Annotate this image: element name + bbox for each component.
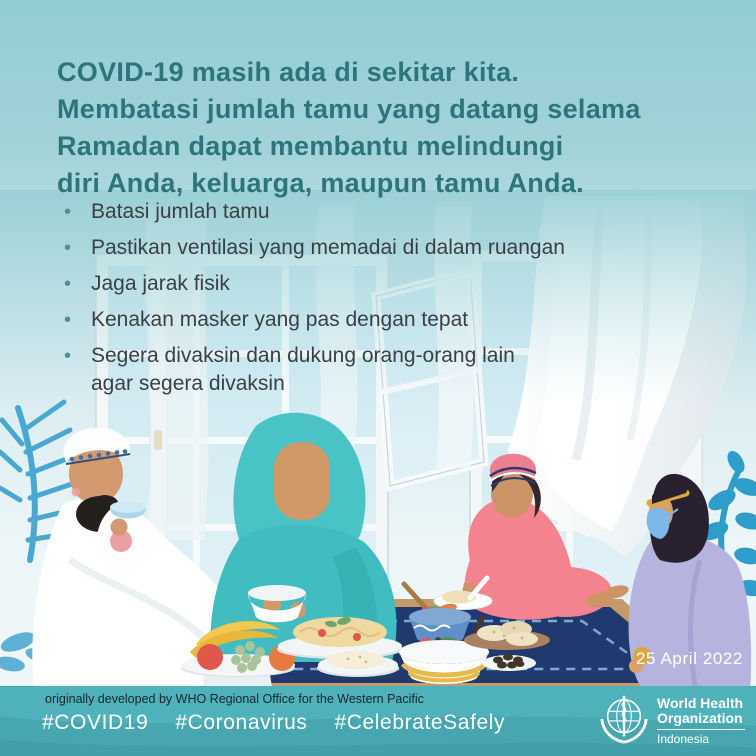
list-item (64, 306, 565, 334)
hashtag-coronavirus: #Coronavirus (175, 711, 308, 734)
list-item (64, 198, 565, 226)
poster-heading (57, 54, 730, 202)
hashtag-celebratesafely: #CelebrateSafely (334, 711, 506, 734)
bullet-icon: • (64, 201, 72, 223)
who-region-label: Indonesia (657, 732, 710, 746)
bullet-text: Segera divaksin dan dukung orang-orang lain agar segera divaksin (91, 344, 515, 395)
bullet-icon: • (64, 345, 72, 367)
heading-line: diri Anda, keluarga, maupun tamu Anda. (57, 168, 584, 198)
bullet-text: Kenakan masker yang pas dengan tepat (91, 308, 469, 331)
heading-line: Membatasi jumlah tamu yang datang selama (57, 94, 641, 124)
bullet-text: Pastikan ventilasi yang memadai di dalam ruangan (91, 236, 565, 259)
footer-band (0, 686, 756, 756)
hashtag-row (42, 711, 505, 735)
list-item (64, 342, 565, 398)
heading-line: Ramadan dapat membantu melindungi (57, 131, 564, 161)
who-emblem-icon (598, 693, 650, 745)
bullet-text: Jaga jarak fisik (91, 272, 230, 295)
who-logo-text (657, 693, 745, 746)
who-logo-divider (657, 729, 745, 730)
who-name-line1: World Health (657, 695, 744, 711)
bullet-text: Batasi jumlah tamu (91, 200, 270, 223)
list-item (64, 270, 565, 298)
bullet-icon: • (64, 237, 72, 259)
date-label: 25 April 2022 (636, 649, 744, 668)
bullet-icon: • (64, 309, 72, 331)
hashtag-covid19: #COVID19 (42, 711, 149, 734)
credit-line: originally developed by WHO Regional Office for the Western Pacific (45, 692, 424, 706)
bullet-icon: • (64, 273, 72, 295)
heading-line: COVID-19 masih ada di sekitar kita. (57, 57, 520, 87)
who-name-line2: Organization (657, 710, 743, 726)
prevention-bullet-list (64, 198, 565, 406)
list-item (64, 234, 565, 262)
who-logo (598, 693, 745, 746)
